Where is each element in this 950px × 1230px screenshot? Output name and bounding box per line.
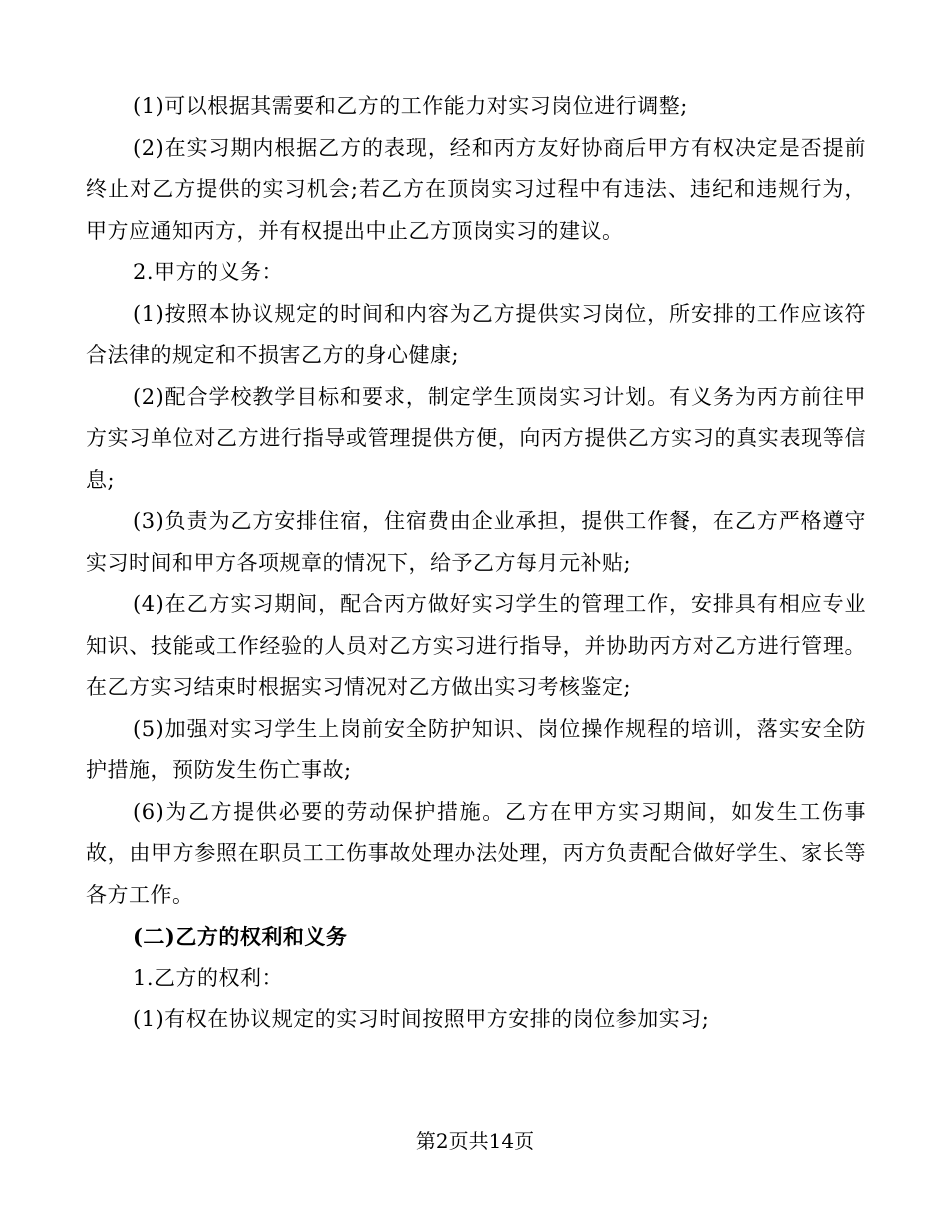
paragraph-obligation-6: (6)为乙方提供必要的劳动保护措施。乙方在甲方实习期间，如发生工伤事故，由甲方参照在职员工工伤事故处理办法处理，丙方负责配合做好学生、家长等各方工作。 xyxy=(86,799,866,907)
paragraph-obligation-4: (4)在乙方实习期间，配合丙方做好实习学生的管理工作，安排具有相应专业知识、技能或工作经验的人员对乙方实习进行指导，并协助丙方对乙方进行管理。在乙方实习结束时根据实习情况对乙方做出实习考核鉴定; xyxy=(86,592,866,699)
paragraph-obligation-1: (1)按照本协议规定的时间和内容为乙方提供实习岗位，所安排的工作应该符合法律的规定和不损害乙方的身心健康; xyxy=(86,301,866,367)
paragraph-rights-2: (2)在实习期内根据乙方的表现，经和丙方友好协商后甲方有权决定是否提前终止对乙方提供的实习机会;若乙方在顶岗实习过程中有违法、违纪和违规行为，甲方应通知丙方，并有权提出中止乙方顶岗实习的建议。 xyxy=(86,135,866,243)
paragraph-party-b-right-1: (1)有权在协议规定的实习时间按照甲方安排的岗位参加实习; xyxy=(133,1007,710,1031)
paragraph-party-b-rights-heading: 1.乙方的权利： xyxy=(133,965,284,990)
page-footer: 第2页共14页 xyxy=(415,1129,535,1153)
paragraph-obligation-2: (2)配合学校教学目标和要求，制定学生顶岗实习计划。有义务为丙方前往甲方实习单位对乙方进行指导或管理提供方便，向丙方提供乙方实习的真实表现等信息; xyxy=(86,384,866,492)
document-body xyxy=(86,86,866,1041)
paragraph-obligation-5: (5)加强对实习学生上岗前安全防护知识、岗位操作规程的培训，落实安全防护措施，预防发生伤亡事故; xyxy=(86,716,866,782)
section-heading-party-b: (二)乙方的权利和义务 xyxy=(133,924,348,949)
paragraph-party-a-obligations-heading: 2.甲方的义务： xyxy=(133,260,284,284)
paragraph-rights-1: (1)可以根据其需要和乙方的工作能力对实习岗位进行调整; xyxy=(133,94,688,118)
paragraph-obligation-3: (3)负责为乙方安排住宿，住宿费由企业承担，提供工作餐，在乙方严格遵守实习时间和甲方各项规章的情况下，给予乙方每月元补贴; xyxy=(86,509,866,575)
